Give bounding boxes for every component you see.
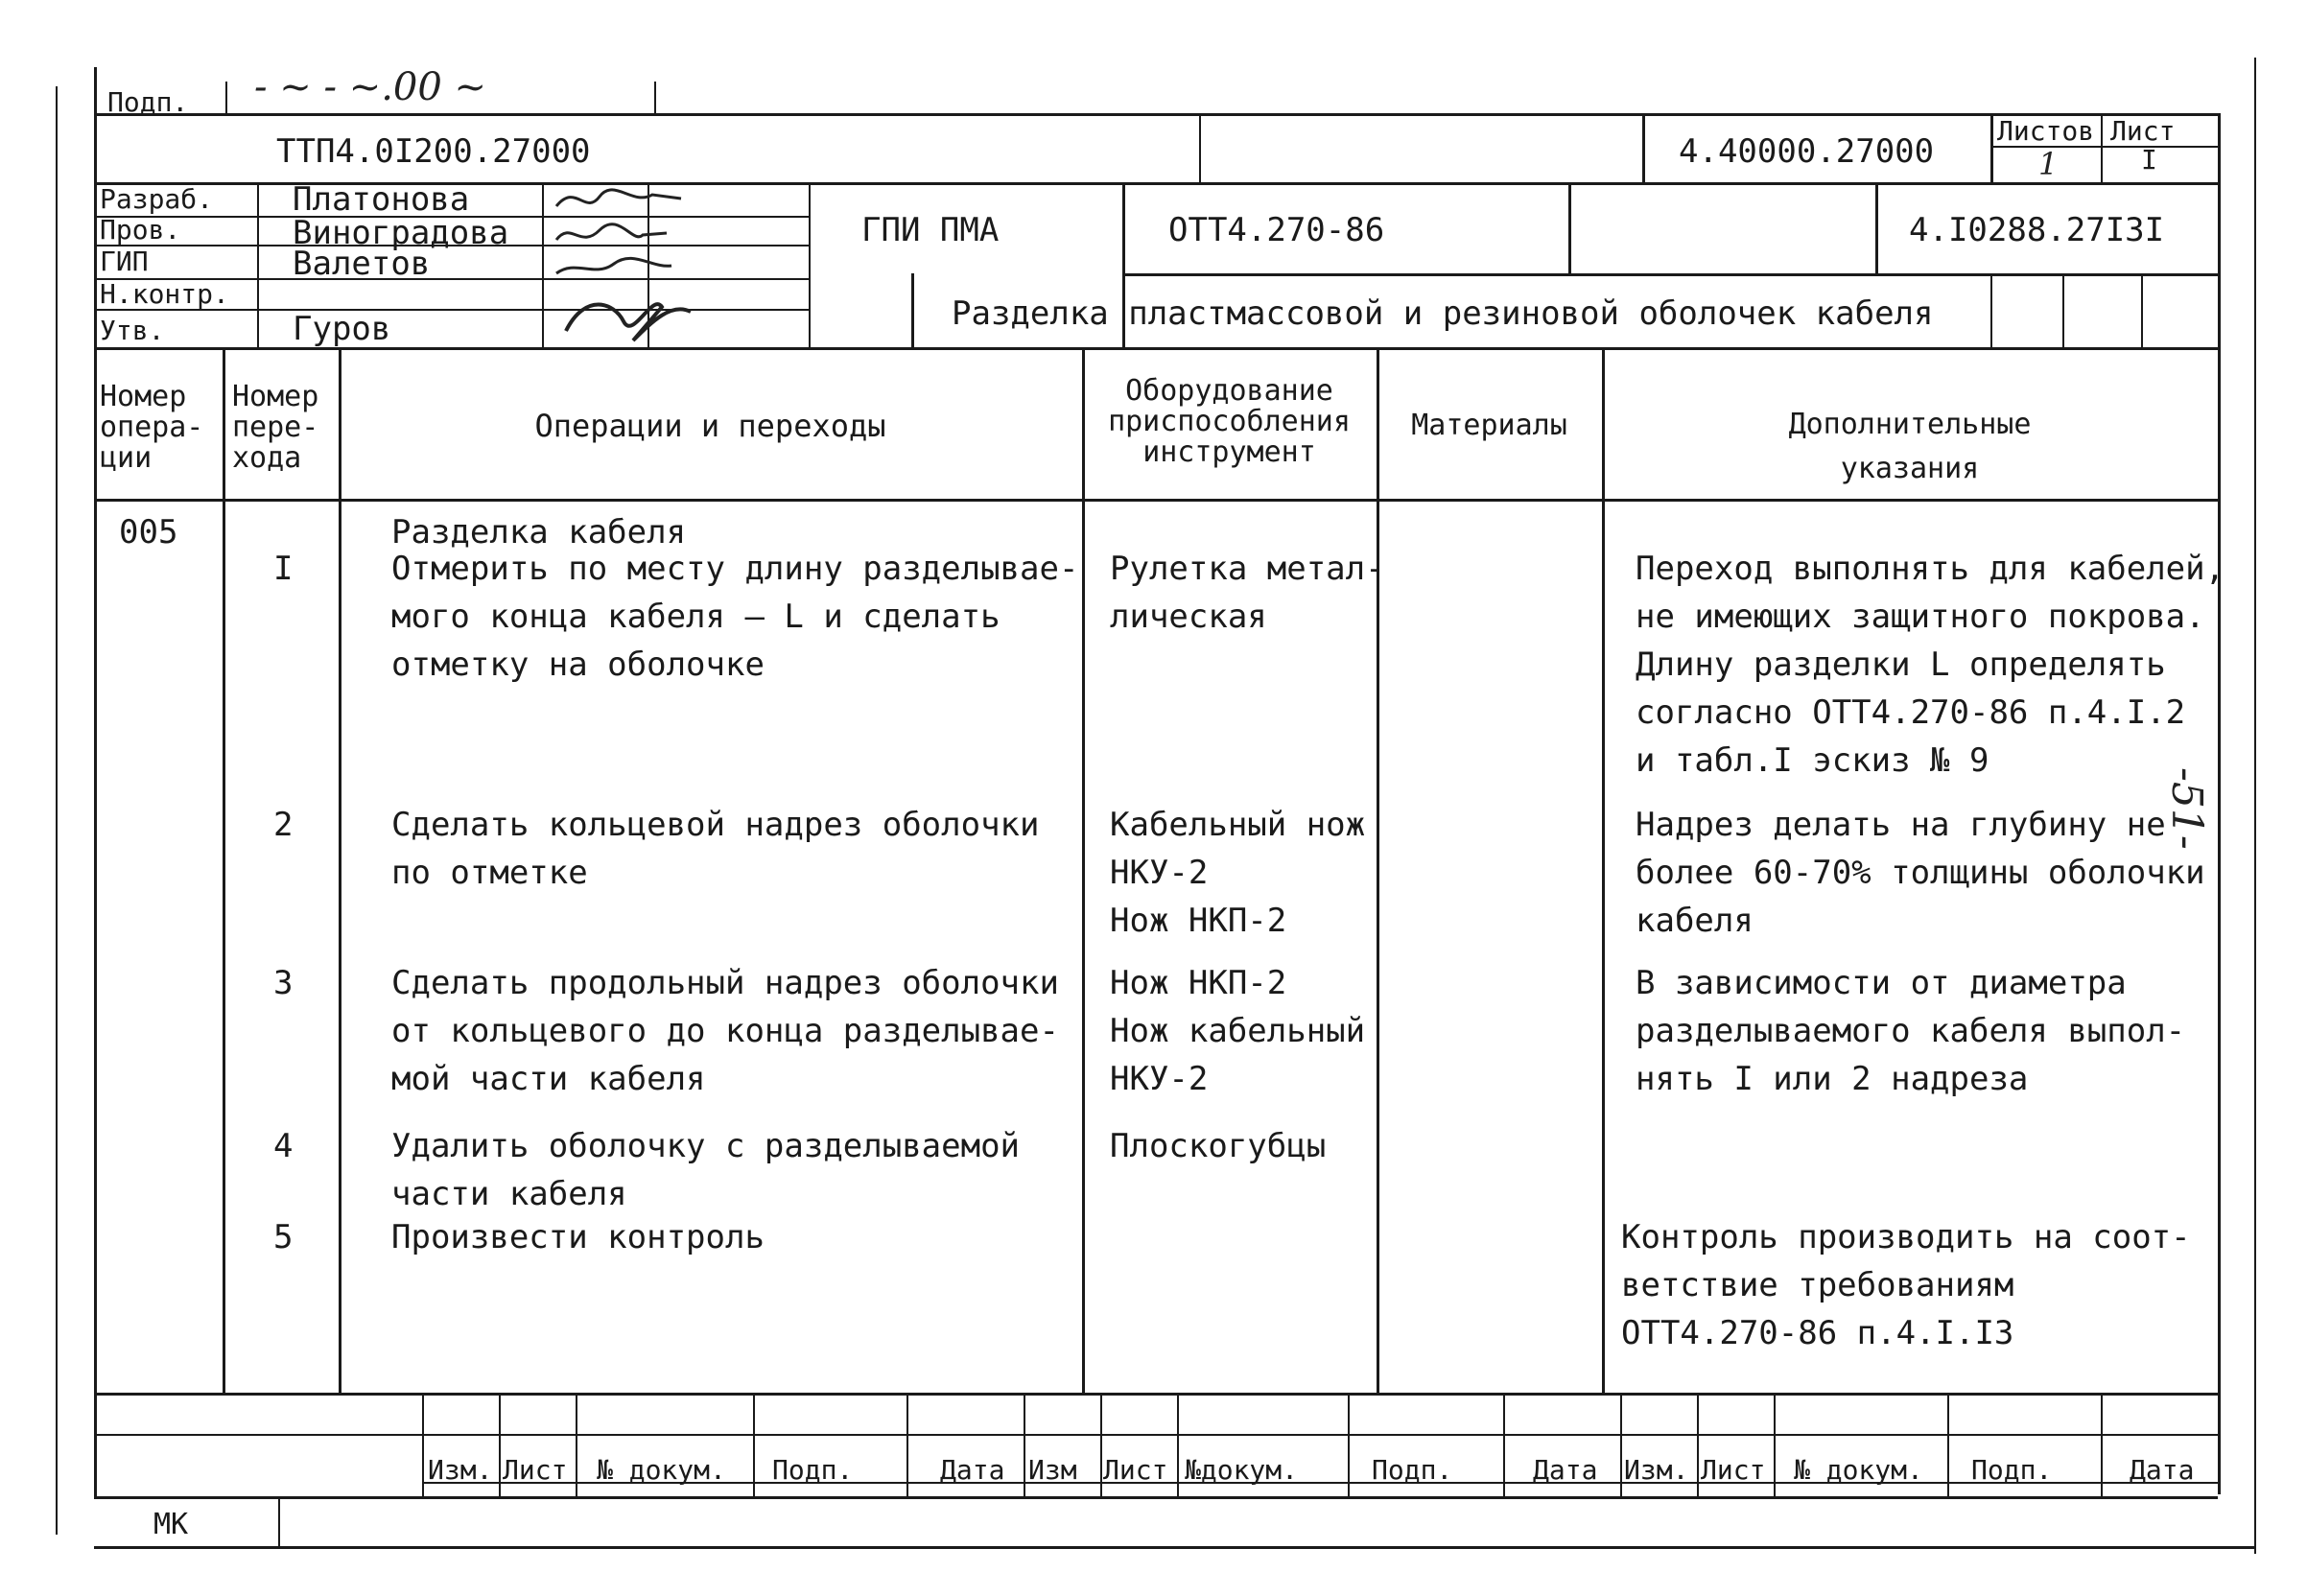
name-utv: Гуров [293, 310, 391, 348]
stamp-label: Дата [2130, 1454, 2195, 1486]
role-utv: Утв. [100, 315, 165, 346]
form-code: МК [153, 1508, 189, 1541]
role-prov: Пров. [100, 214, 181, 246]
stamp-label: Изм. [428, 1454, 493, 1486]
stamp-label: Подп. [1372, 1454, 1453, 1486]
equipment-text: Плоскогубцы [1110, 1127, 1327, 1165]
step-number: I [273, 550, 294, 588]
doc-number: 4.I0288.27I3I [1909, 211, 2165, 249]
standard-code: ОТТ4.270-86 [1168, 211, 1385, 249]
notes-text: В зависимости от диаметра разделываемого кабеля выпол- нять I или 2 надреза [1636, 964, 2186, 1098]
stamp-label: Лист [1701, 1454, 1766, 1486]
stamp-label: Изм. [1624, 1454, 1689, 1486]
stamp-label: Дата [940, 1454, 1005, 1486]
stamp-label: Лист [503, 1454, 568, 1486]
org-name: ГПИ ПМА [861, 211, 1000, 249]
stamp-label: Подп. [1971, 1454, 2053, 1486]
doc-code-right: 4.40000.27000 [1679, 132, 1935, 171]
notes-text: Контроль производить на соот- ветствие требованиям ОТТ4.270-86 п.4.I.I3 [1621, 1218, 2191, 1352]
notes-text: Надрез делать на глубину не более 60-70% толщины оболочки кабеля [1636, 806, 2205, 940]
operation-text: Сделать продольный надрез оболочки от кольцевого до конца разделывае- мой части кабеля [391, 964, 1059, 1098]
header-materials: Материалы [1411, 409, 1567, 442]
header-op-number: Номер опера- ции [100, 380, 204, 475]
operation-text: Сделать кольцевой надрез оболочки по отметке [391, 806, 1040, 892]
handwritten-signatures [547, 177, 700, 350]
equipment-text: Нож НКП-2 Нож кабельный НКУ-2 [1110, 964, 1366, 1098]
sheet-label: Лист [2110, 115, 2176, 147]
stamp-label: № докум. [597, 1454, 726, 1486]
header-operations: Операции и переходы [534, 408, 886, 444]
equipment-text: Кабельный нож НКУ-2 Нож НКП-2 [1110, 806, 1366, 940]
notes-text: Переход выполнять для кабелей, не имеющих защитного покрова. Длину разделки L определять согласно ОТТ4.270-86 п.4.I.2 и табл.I эскиз № 9 [1636, 550, 2225, 780]
doc-code-left: ТТП4.0I200.27000 [276, 132, 591, 171]
stamp-label: №докум. [1185, 1454, 1299, 1486]
operation-title: Разделка кабеля [391, 513, 687, 552]
operation-text: Произвести контроль [391, 1218, 765, 1256]
stamp-label: Лист [1103, 1454, 1168, 1486]
header-step-number: Номер пере- хода [232, 380, 319, 475]
sheets-label: Листов [1997, 115, 2095, 147]
role-nkontr: Н.контр. [100, 278, 229, 310]
stamp-label: Дата [1533, 1454, 1598, 1486]
role-gip: ГИП [100, 246, 149, 277]
step-number: 2 [273, 806, 294, 844]
doc-title: Разделка пластмассовой и резиновой оболочек кабеля [952, 294, 1934, 333]
operation-text: Отмерить по месту длину разделывае- мого конца кабеля – L и сделать отметку на оболочке [391, 550, 1079, 684]
step-number: 4 [273, 1127, 294, 1165]
operation-number: 005 [119, 513, 178, 552]
header-notes: Дополнительные указания [1788, 408, 2032, 485]
podp-label: Подп. [107, 86, 189, 118]
name-prov: Виноградова [293, 214, 509, 252]
stamp-label: Подп. [772, 1454, 854, 1486]
sheet-value: I [2141, 144, 2157, 176]
sheets-value: 1 [2038, 146, 2059, 182]
stamp-label: Изм [1028, 1454, 1077, 1486]
handwritten-note: - ~ - ~.00 ~ [254, 65, 487, 109]
step-number: 3 [273, 964, 294, 1002]
name-gip: Валетов [293, 245, 431, 283]
name-razrab: Платонова [293, 180, 470, 219]
equipment-text: Рулетка метал- лическая [1110, 550, 1385, 636]
operation-text: Удалить оболочку с разделываемой части кабеля [391, 1127, 1021, 1213]
stamp-label: № докум. [1794, 1454, 1923, 1486]
step-number: 5 [273, 1218, 294, 1256]
header-equipment: Оборудование приспособления инструмент [1108, 374, 1351, 469]
role-razrab: Разраб. [100, 183, 214, 215]
margin-page-number: -51- [2162, 767, 2211, 850]
